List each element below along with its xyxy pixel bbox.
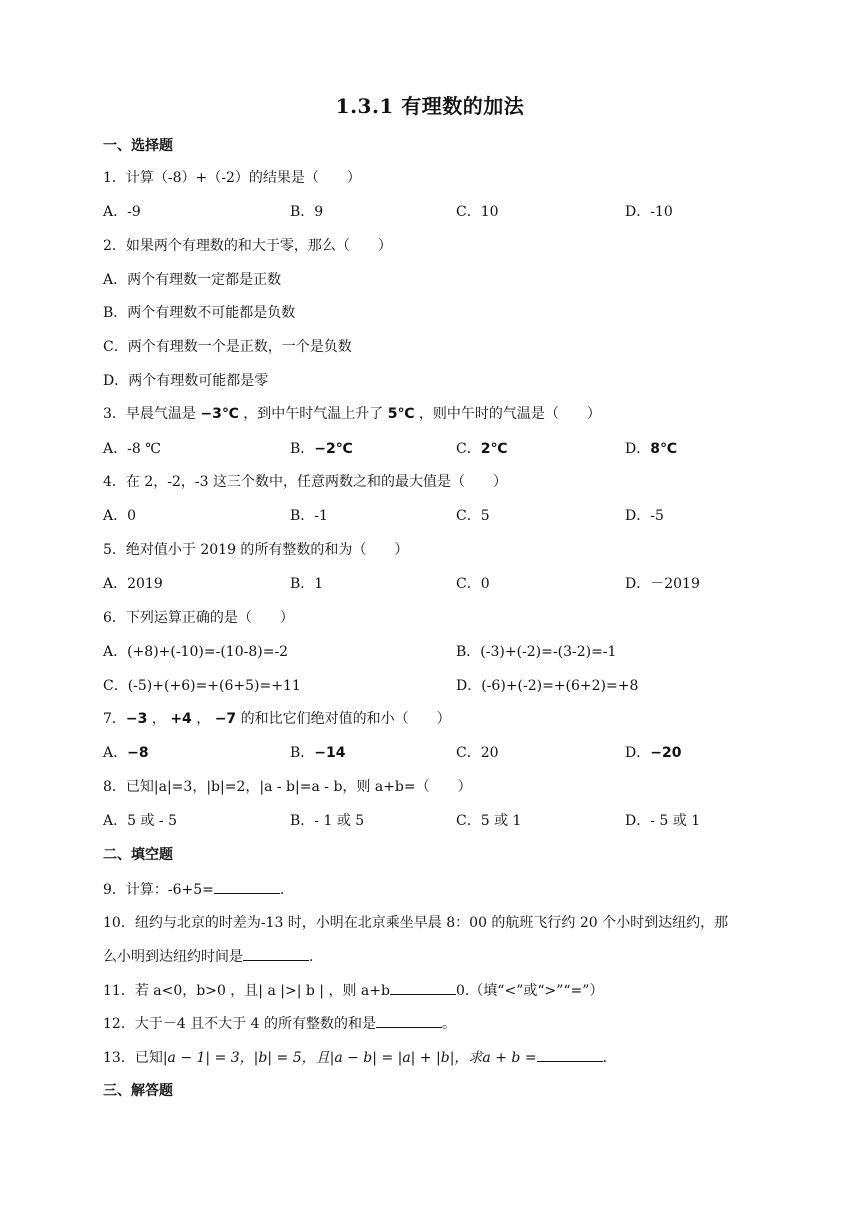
option-a: A．−8: [103, 745, 149, 761]
question-3-text-start: 3．早晨气温是: [103, 406, 201, 422]
option-b: B．−2℃: [290, 441, 353, 457]
question-2-option-d: D．两个有理数可能都是零: [103, 373, 269, 389]
section-heading-solve: 三、解答题: [103, 1083, 173, 1099]
option-a: A．2019: [103, 576, 163, 592]
option-b: B．−14: [290, 745, 346, 761]
number-minus-7: −7: [214, 711, 237, 727]
question-8-options: [103, 811, 763, 831]
question-11: 11．若 a<0，b>0 ，且| a |>| b | ，则 a+b 0.（填“<”或“>”“=”）: [103, 980, 603, 1001]
answer-blank[interactable]: [537, 1047, 603, 1062]
question-6-options-row1: [103, 642, 763, 662]
question-6-options-row2: [103, 676, 763, 696]
option-d: D．-5: [625, 508, 664, 524]
option-b: B．-1: [290, 508, 328, 524]
option-d: D．- 5 或 1: [625, 813, 701, 829]
question-9: 9．计算：-6+5= .: [103, 879, 284, 900]
section-heading-fill-in: 二、填空题: [103, 847, 173, 863]
option-d: D．8℃: [625, 441, 677, 457]
section-heading-choice: 一、选择题: [103, 138, 173, 154]
option-b: B．1: [290, 576, 324, 592]
number-plus-4: +4: [170, 711, 192, 727]
option-c: C．(-5)+(+6)=+(6+5)=+11: [103, 678, 301, 694]
question-3-text-mid: ，到中午时气温上升了: [238, 406, 388, 422]
answer-blank[interactable]: [214, 879, 280, 894]
option-d: D．−20: [625, 745, 682, 761]
question-10-line2: 么小明到达纽约时间是 .: [103, 946, 313, 967]
option-c: C．0: [456, 576, 490, 592]
option-a: A．-8 ℃: [103, 441, 161, 457]
question-4-stem: 4．在 2，-2，-3 这三个数中，任意两数之和的最大值是（ ）: [103, 474, 507, 490]
question-3-options: [103, 439, 763, 459]
answer-blank[interactable]: [243, 946, 309, 961]
question-1-options: [103, 202, 763, 222]
option-c: C．20: [456, 745, 499, 761]
math-expression: |a − 1| = 3，|b| = 5，且|a − b| = |a| + |b|，求a + b =: [162, 1050, 537, 1066]
question-2-stem: 2．如果两个有理数的和大于零，那么（ ）: [103, 238, 392, 254]
option-d: D．(-6)+(-2)=+(6+2)=+8: [456, 678, 639, 694]
question-2-option-b: B．两个有理数不可能都是负数: [103, 305, 296, 321]
temperature-morning: −3℃: [200, 406, 239, 422]
question-3-stem: [103, 404, 601, 424]
number-minus-3: −3: [125, 711, 148, 727]
option-a: A．5 或 - 5: [103, 813, 178, 829]
question-2-option-c: C．两个有理数一个是正数，一个是负数: [103, 339, 352, 355]
question-12: 12．大于－4 且不大于 4 的所有整数的和是 。: [103, 1013, 456, 1034]
option-b: B．(-3)+(-2)=-(3-2)=-1: [456, 644, 617, 660]
question-4-options: [103, 506, 763, 526]
option-d: D．－2019: [625, 576, 700, 592]
option-b: B．9: [290, 204, 324, 220]
question-10-line1: 10．纽约与北京的时差为-13 时，小明在北京乘坐早晨 8：00 的航班飞行约 20 个小时到达纽约，那: [103, 915, 729, 931]
option-c: C．10: [456, 204, 499, 220]
option-a: A．0: [103, 508, 137, 524]
option-c: C．5 或 1: [456, 813, 522, 829]
question-13: 13．已知|a − 1| = 3，|b| = 5，且|a − b| = |a| + |b|，求a + b = .: [103, 1047, 607, 1068]
page-title: 1.3.1 有理数的加法: [335, 94, 525, 118]
option-c: C．5: [456, 508, 490, 524]
option-a: A．(+8)+(-10)=-(10-8)=-2: [103, 644, 289, 660]
question-5-stem: 5．绝对值小于 2019 的所有整数的和为（ ）: [103, 542, 409, 558]
option-d: D．-10: [625, 204, 673, 220]
question-5-options: [103, 574, 763, 594]
question-8-stem: 8．已知|a|=3，|b|=2，|a - b|=a - b，则 a+b=（ ）: [103, 779, 472, 795]
question-6-stem: 6．下列运算正确的是（ ）: [103, 610, 294, 626]
question-2-option-a: A．两个有理数一定都是正数: [103, 272, 282, 288]
question-7-options: [103, 743, 763, 763]
option-c: C．2℃: [456, 441, 508, 457]
option-a: A．-9: [103, 204, 141, 220]
answer-blank[interactable]: [376, 1013, 442, 1028]
answer-blank[interactable]: [390, 980, 456, 995]
question-7-stem: 7．−3 ， +4 ， −7 的和比它们绝对值的和小（ ）: [103, 711, 451, 727]
temperature-rise: 5℃: [387, 406, 415, 422]
question-1-stem: 1．计算（-8）+（-2）的结果是（ ）: [103, 170, 361, 186]
option-b: B．- 1 或 5: [290, 813, 365, 829]
question-3-text-end: ，则中午时的气温是（ ）: [414, 406, 601, 422]
